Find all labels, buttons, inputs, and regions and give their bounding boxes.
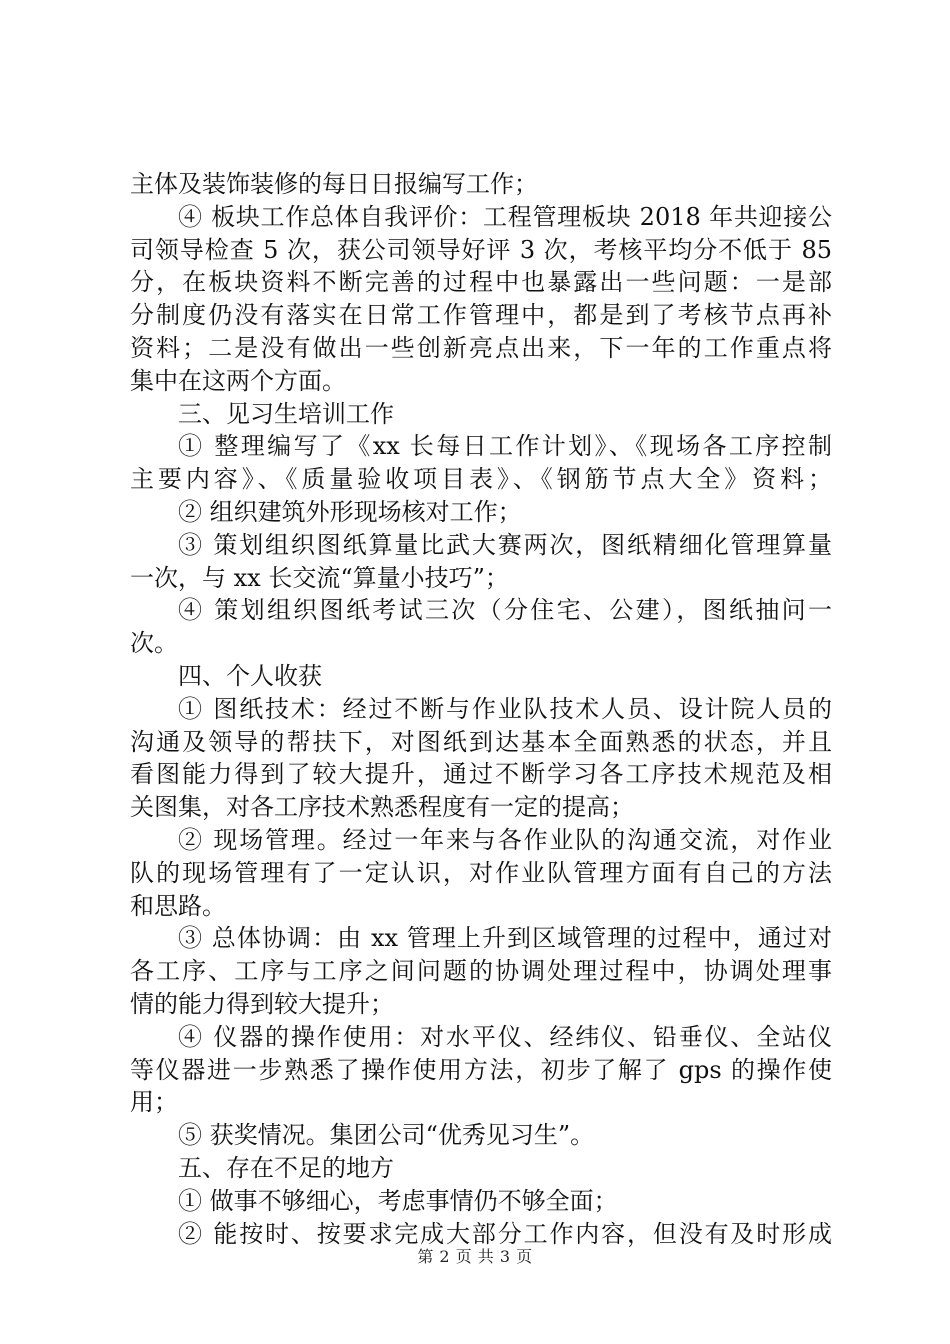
section-heading: 三、见习生培训工作 [178,399,394,428]
section-heading: 五、存在不足的地方 [178,1153,394,1182]
text-line: 一次，与 xx 长交流“算量小技巧”； [130,563,509,592]
text-line: ① 图纸技术：经过不断与作业队技术人员、设计院人员的 [178,694,832,723]
text-line: ④ 策划组织图纸考试三次（分住宅、公建），图纸抽问一 [178,596,832,625]
text-line: 各工序、工序与工序之间问题的协调处理过程中，协调处理事 [130,957,832,986]
text-line: 司领导检查 5 次，获公司领导好评 3 次，考核平均分不低于 85 [130,235,832,264]
text-line: 情的能力得到较大提升； [130,989,394,1018]
text-line: 主体及装饰装修的每日日报编写工作； [130,170,538,198]
text-line: 用； [130,1088,178,1117]
text-line: ① 做事不够细心，考虑事情仍不够全面； [178,1186,618,1215]
text-line: ③ 总体协调：由 xx 管理上升到区域管理的过程中，通过对 [178,924,832,953]
text-line: ① 整理编写了《xx 长每日工作计划》、《现场各工序控制 [178,432,832,461]
text-line: ② 能按时、按要求完成大部分工作内容，但没有及时形成 [178,1219,832,1248]
text-line: 关图集，对各工序技术熟悉程度有一定的提高； [130,793,634,822]
text-line: 集中在这两个方面。 [130,366,346,395]
text-line: 主要内容》、《质量验收项目表》、《钢筋节点大全》资料； [130,465,832,494]
text-line: 看图能力得到了较大提升，通过不断学习各工序技术规范及相 [130,760,832,789]
page-number-footer: 第 2 页 共 3 页 [417,1247,533,1266]
document-body [130,168,832,1250]
text-line: ⑤ 获奖情况。集团公司“优秀见习生”。 [178,1121,595,1150]
text-line: 次。 [130,629,178,658]
text-line: ③ 策划组织图纸算量比武大赛两次，图纸精细化管理算量 [178,530,832,559]
text-line: ② 组织建筑外形现场核对工作； [178,497,522,526]
text-line: 分制度仍没有落实在日常工作管理中，都是到了考核节点再补 [130,301,832,330]
text-line: 沟通及领导的帮扶下，对图纸到达基本全面熟悉的状态，并且 [130,727,832,756]
text-line: 和思路。 [130,891,226,920]
text-line: ④ 板块工作总体自我评价：工程管理板块 2018 年共迎接公 [178,202,832,231]
text-line: ② 现场管理。经过一年来与各作业队的沟通交流，对作业 [178,825,832,854]
text-line: 等仪器进一步熟悉了操作使用方法，初步了解了 gps 的操作使 [130,1055,832,1084]
text-line: 分，在板块资料不断完善的过程中也暴露出一些问题：一是部 [130,268,832,297]
text-line: 队的现场管理有了一定认识，对作业队管理方面有自己的方法 [130,858,832,887]
section-heading: 四、个人收获 [178,661,322,690]
text-line: ④ 仪器的操作使用：对水平仪、经纬仪、铅垂仪、全站仪 [178,1022,832,1051]
text-line: 资料；二是没有做出一些创新亮点出来，下一年的工作重点将 [130,333,832,362]
